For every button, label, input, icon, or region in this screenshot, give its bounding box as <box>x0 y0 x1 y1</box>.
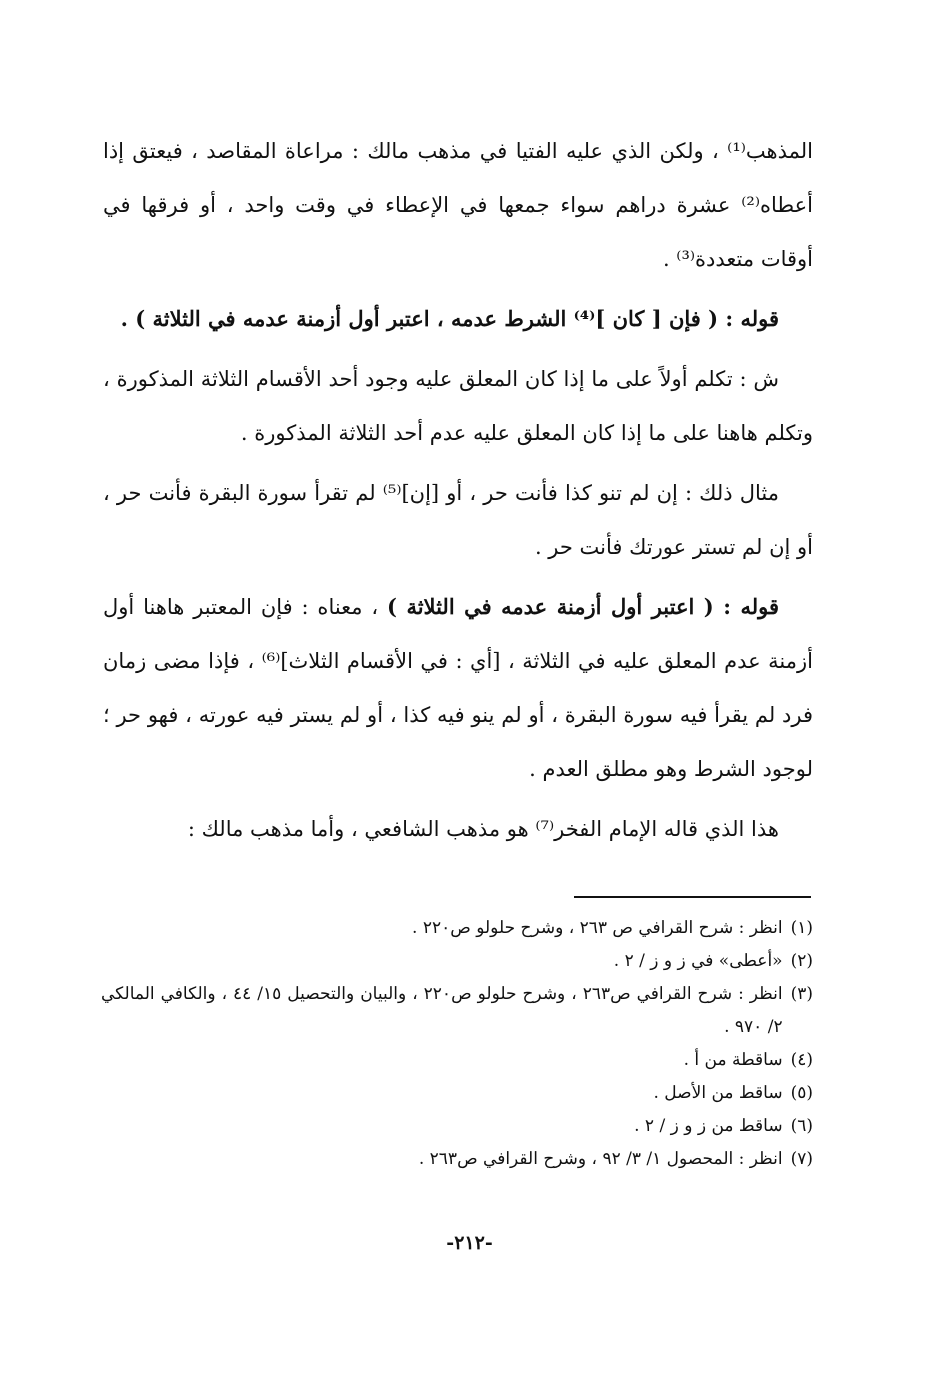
paragraph-6 <box>103 802 813 856</box>
paragraph-4-text: مثال ذلك : إن لم تنو كذا فأنت حر ، أو [إن]⁽⁵⁾ لم تقرأ سورة البقرة فأنت حر ، أو إن لم تستر عورتك فأنت حر . <box>103 481 813 559</box>
footnote-2-number: (٢) <box>790 951 813 971</box>
paragraph-2-text: قوله : ( فإن [ كان ]⁽⁴⁾ الشرط عدمه ، اعتبر أول أزمنة عدمه في الثلاثة ) . <box>120 306 779 331</box>
footnote-5-text: ساقط من الأصل . <box>653 1083 783 1103</box>
footnote-4 <box>101 1044 813 1077</box>
paragraph-4-example <box>103 466 813 574</box>
footnote-5-number: (٥) <box>790 1083 813 1103</box>
page-number: -٢١٢- <box>446 1232 493 1254</box>
paragraph-6-text: هذا الذي قاله الإمام الفخر⁽⁷⁾ هو مذهب الشافعي ، وأما مذهب مالك : <box>187 817 779 841</box>
footnote-1-text: انظر : شرح القرافي ص ٢٦٣ ، وشرح حلولو ص٢٢٠ . <box>412 918 783 938</box>
paragraph-1-text: المذهب⁽¹⁾ ، ولكن الذي عليه الفتيا في مذهب مالك : مراعاة المقاصد ، فيعتق إذا أعطاه⁽²⁾ عشرة دراهم سواء جمعها في الإعطاء في وقت واحد ، أو فرقها في أوقات متعددة⁽³⁾ . <box>103 139 813 271</box>
footnote-divider <box>574 896 811 898</box>
paragraph-2-quote <box>103 292 813 346</box>
paragraph-5-lead: قوله : ( اعتبر أول أزمنة عدمه في الثلاثة ) <box>387 594 780 619</box>
footnote-7-text: انظر : المحصول ١/ ٣/ ٩٢ ، وشرح القرافي ص٢٦٣ . <box>418 1149 783 1169</box>
footnote-1-number: (١) <box>790 918 813 938</box>
paragraph-5-text: ، معناه : فإن المعتبر هاهنا أول أزمنة عدم المعلق عليه في الثلاثة ، [أي : في الأقسام الثلاث]⁽⁶⁾ ، فإذا مضى زمان فرد لم يقرأ فيه سورة البقرة ، أو لم ينو فيه كذا ، أو لم يستر فيه عورته ، فهو حر ؛ لوجود الشرط وهو مطلق العدم . <box>103 595 813 781</box>
footnote-6-text: ساقط من ز و ز / ٢ . <box>634 1116 783 1136</box>
footnote-3 <box>101 978 813 1044</box>
footnotes-list <box>101 912 813 1176</box>
footnote-2 <box>101 945 813 978</box>
footnote-1 <box>101 912 813 945</box>
paragraph-3-text: ش : تكلم أولاً على ما إذا كان المعلق عليه وجود أحد الأقسام الثلاثة المذكورة ، وتكلم هاهنا على ما إذا كان المعلق عليه عدم أحد الثلاثة المذكورة . <box>103 367 813 445</box>
main-text-body <box>103 124 813 862</box>
footnote-6 <box>101 1110 813 1143</box>
footnote-7-number: (٧) <box>790 1149 813 1169</box>
footnote-7 <box>101 1143 813 1176</box>
footnote-3-number: (٣) <box>790 984 813 1004</box>
paragraph-3 <box>103 352 813 460</box>
footnote-3-text: انظر : شرح القرافي ص٢٦٣ ، وشرح حلولو ص٢٢٠ ، والبيان والتحصيل ١٥/ ٤٤ ، والكافي المالكي ٢/ ٩٧٠ . <box>101 984 783 1037</box>
paragraph-1 <box>103 124 813 286</box>
footnote-4-text: ساقطة من أ . <box>683 1050 783 1070</box>
footnote-2-text: «أعطى» في ز و ز / ٢ . <box>613 951 783 971</box>
paragraph-5 <box>103 580 813 796</box>
footnote-6-number: (٦) <box>790 1116 813 1136</box>
footnote-5 <box>101 1077 813 1110</box>
footnote-4-number: (٤) <box>790 1050 813 1070</box>
